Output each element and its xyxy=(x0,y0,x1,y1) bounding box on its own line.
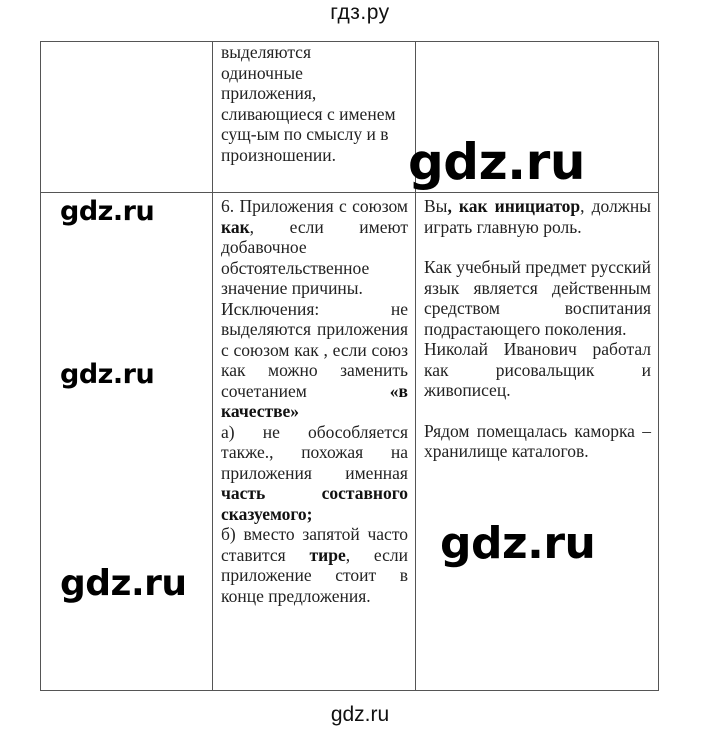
example-4: Рядом помещалась каморка –хранилище каталогов. xyxy=(424,420,651,461)
watermark: gdz.ru xyxy=(60,563,187,604)
example-3: Николай Иванович работал как рисовальщик и живописец. xyxy=(424,339,651,400)
rule-line: выделяются xyxy=(221,42,311,62)
site-footer: gdz.ru xyxy=(330,703,390,726)
watermark: gdz.ru xyxy=(60,359,155,390)
rule-exception-a: а) не обособляется также., похожая на приложения именная часть составного сказуемого; xyxy=(221,421,408,524)
watermark: gdz.ru xyxy=(408,133,585,191)
rule-line: сливающиеся с именем xyxy=(221,103,396,124)
watermark: gdz.ru xyxy=(60,196,155,227)
table-cell-examples xyxy=(416,193,659,691)
example-1: Вы, как инициатор, должны играть главную роль. xyxy=(424,196,651,237)
rule-exceptions: Исключения: не выделяются приложения с союзом как , если союз как можно заменить сочетанием «в качестве» xyxy=(221,298,408,421)
table-row xyxy=(41,42,659,193)
rule-line: сущ-ым по смыслу и в xyxy=(221,124,389,144)
watermark: gdz.ru xyxy=(440,518,596,569)
rule-exception-b: б) вместо запятой часто ставится тире, если приложение стоит в конце предложения. xyxy=(221,524,408,606)
site-title: гдз.ру xyxy=(330,1,390,24)
table-row xyxy=(41,193,659,691)
rule-line: произношении. xyxy=(221,144,336,165)
table-cell-rule xyxy=(213,193,416,691)
table-cell-rule-continuation xyxy=(213,42,416,193)
table-cell-empty xyxy=(416,42,659,193)
rule-line: приложения, xyxy=(221,83,317,103)
table-cell-empty xyxy=(41,42,213,193)
rule-paragraph: 6. Приложения с союзом как, если имеют добавочное обстоятельственное значение причины. xyxy=(221,196,408,298)
grammar-table xyxy=(40,41,659,691)
example-2: Как учебный предмет русский язык является действенным средством воспитания подрастающего поколения. xyxy=(424,257,651,339)
rule-line: одиночные xyxy=(221,62,303,83)
table-cell-empty xyxy=(41,193,213,691)
